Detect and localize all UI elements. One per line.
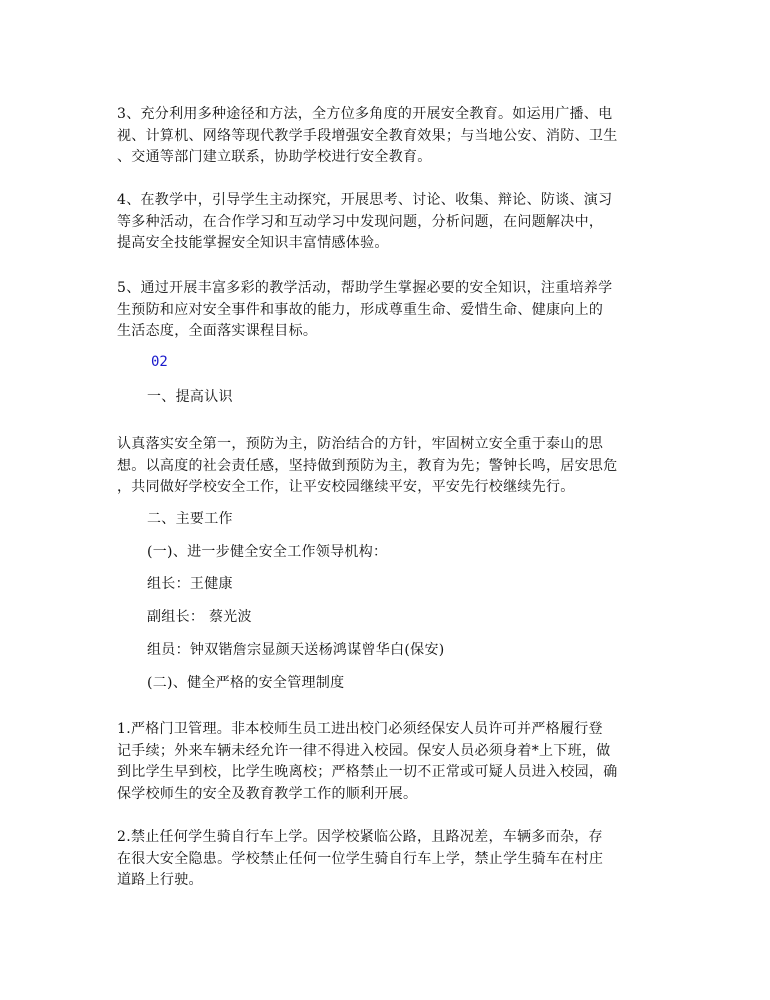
rule-no-bicycles (117, 827, 657, 892)
paragraph-line: 、交通等部门建立联系，协助学校进行安全教育。 (117, 149, 432, 165)
heading-main-work: 二、主要工作 (147, 511, 233, 527)
rule-gate-management (117, 719, 657, 805)
paragraph-line: 等多种活动，在合作学习和互动学习中发现问题，分析问题，在问题解决中， (117, 213, 604, 230)
paragraph-line: 3、充分利用多种途径和方法，全方位多角度的开展安全教育。如运用广播、电 (117, 106, 613, 122)
paragraph-line: 在很大安全隐患。学校禁止任何一位学生骑自行车上学，禁止学生骑车在村庄 (117, 850, 604, 867)
paragraph-line: 保学校师生的安全及教育教学工作的顺利开展。 (117, 785, 418, 802)
paragraph-line: 记手续；外来车辆未经允许一律不得进入校园。保安人员必须身着*上下班，做 (117, 742, 611, 759)
section-number: 02 (151, 354, 168, 370)
paragraph-5 (117, 278, 657, 343)
paragraph-line: 5、通过开展丰富多彩的教学活动，帮助学生掌握必要的安全知识，注重培养学 (117, 280, 613, 296)
paragraph-line: 2.禁止任何学生骑自行车上学。因学校紧临公路，且路况差，车辆多而杂，存 (117, 829, 603, 845)
paragraph-line: 1.严格门卫管理。非本校师生员工进出校门必须经保安人员许可并严格履行登 (117, 721, 603, 737)
paragraph-line: 想。以高度的社会责任感，坚持做到预防为主，教育为先；警钟长鸣，居安思危 (117, 457, 618, 474)
paragraph-line: 4、在教学中，引导学生主动探究，开展思考、讨论、收集、辩论、防谈、演习 (117, 192, 613, 208)
heading-raise-awareness: 一、提高认识 (147, 389, 233, 405)
subheading-management-system: (二)、健全严格的安全管理制度 (147, 675, 345, 691)
paragraph-line: 道路上行驶。 (117, 872, 203, 888)
paragraph-3 (117, 104, 657, 169)
paragraph-line: 提高安全技能掌握安全知识丰富情感体验。 (117, 235, 389, 251)
team-leader: 组长：王健康 (147, 576, 233, 592)
deputy-leader: 副组长： 蔡光波 (147, 609, 252, 625)
paragraph-line: 到比学生早到校，比学生晚离校；严格禁止一切不正常或可疑人员进入校园，确 (117, 764, 618, 780)
paragraph-line: 认真落实安全第一，预防为主，防治结合的方针，牢固树立安全重于泰山的思 (117, 436, 604, 452)
paragraph-line: 生活态度，全面落实课程目标。 (117, 323, 318, 339)
subheading-leadership: (一)、进一步健全安全工作领导机构： (147, 544, 388, 560)
paragraph-awareness (117, 434, 657, 499)
team-members: 组员：钟双锴詹宗显颜天送杨鸿谋曾华白(保安) (147, 642, 445, 658)
paragraph-line: ，共同做好学校安全工作，让平安校园继续平安，平安先行校继续先行。 (117, 479, 575, 495)
paragraph-line: 生预防和应对安全事件和事故的能力，形成尊重生命、爱惜生命、健康向上的 (117, 301, 604, 318)
paragraph-line: 视、计算机、网络等现代教学手段增强安全教育效果；与当地公安、消防、卫生 (117, 127, 618, 144)
paragraph-4 (117, 190, 657, 255)
